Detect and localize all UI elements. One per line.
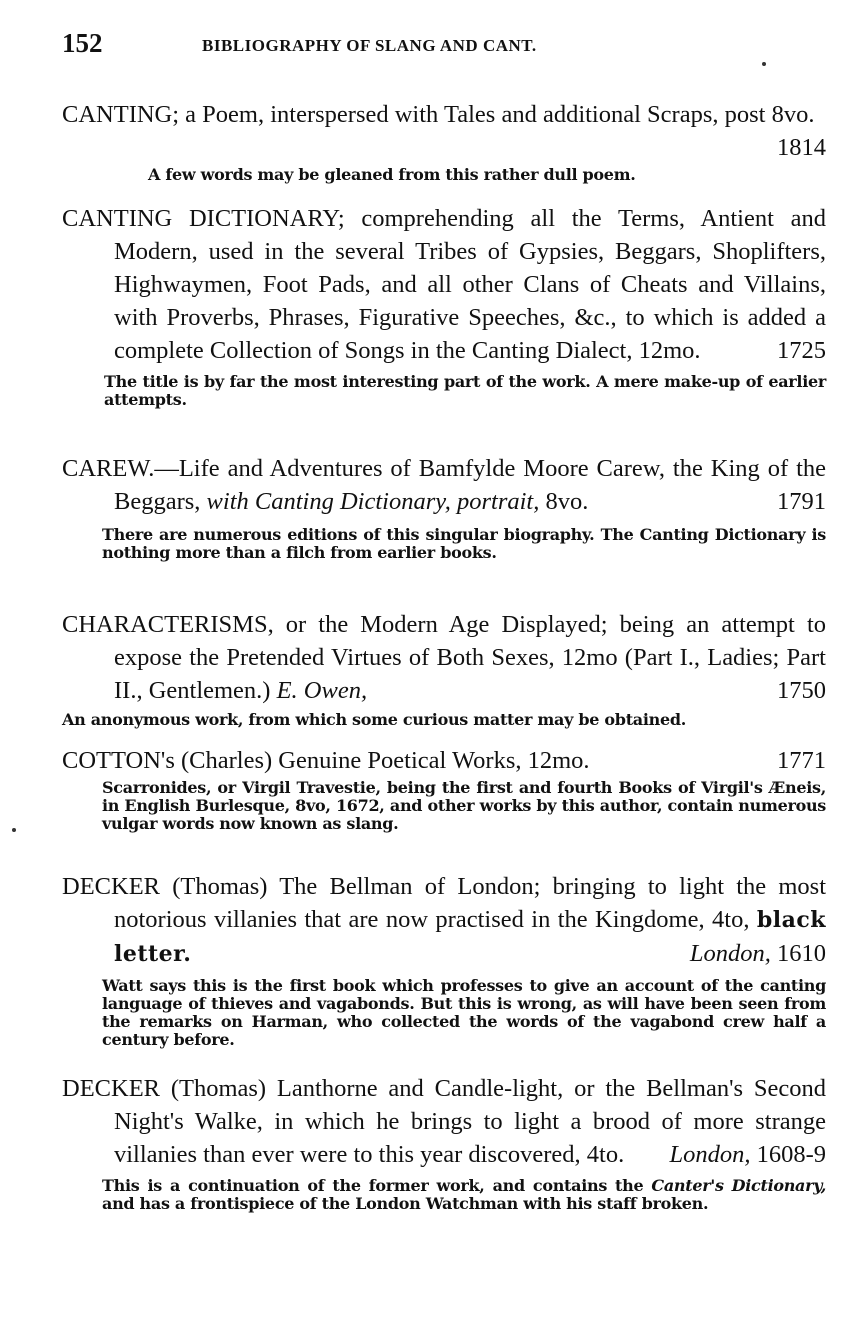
entry-note: A few words may be gleaned from this rather dull poem. (148, 165, 636, 184)
entry-date: 1814 (777, 134, 826, 161)
bibliography-entry (62, 98, 826, 184)
ink-speck (762, 62, 766, 66)
bibliography-entry (62, 1072, 826, 1213)
entry-text: (Thomas) Lanthorne and Candle-light, or the Bellman's Second Night's Walke, in which he brings to light a brood of more strange villanies than ever were to this year discovered, 4to. (114, 1075, 826, 1168)
note-italic-text: Canter's Dictionary, (651, 1176, 826, 1195)
entry-body (62, 744, 826, 777)
entry-note: There are numerous editions of this singular biography. The Canting Dictionary is nothing more than a filch from earlier books. (102, 525, 826, 562)
entry-note: The title is by far the most interesting part of the work. A mere make-up of earlier attempts. (104, 372, 826, 409)
entry-text: (Charles) Genuine Poetical Works, 12mo. (174, 747, 590, 774)
page-number: 152 (62, 28, 103, 58)
entry-body (62, 1072, 826, 1171)
ink-speck (12, 828, 16, 832)
note-text: This is a continuation of the former work, and contains the (102, 1176, 652, 1195)
entry-note: Watt says this is the first book which professes to give an account of the canting language of thieves and vagabonds. But this is wrong, as will have been seen from the remarks on Harman, who collected the words of the vagabond crew half a century before. (102, 976, 826, 1049)
entry-heading: CANTING (62, 101, 173, 128)
entry-text: —Life and Adventures of Bamfylde Moore Carew, the King of the Beggars, (114, 455, 826, 515)
entry-text: (Thomas) The Bellman of London; bringing to light the most notorious villanies that are now practised in the Kingdome, 4to, (114, 873, 826, 933)
bibliography-entry (62, 744, 826, 833)
entry-place: London, (689, 940, 771, 967)
bibliography-entry (62, 452, 826, 562)
entry-date: 1791 (777, 488, 826, 515)
entry-text: ; comprehending all the Terms, Antient and Modern, used in the several Tribes of Gypsies, Beggars, Shoplifters, Highwaymen, Foot Pads, and all other Clans of Cheats and Villains, with Proverbs, Phrases, Figurative Speeches, &c., to which is added a complete Collection of Songs in the Canting Dialect, 12mo. (114, 205, 826, 364)
entry-text: 8vo. (539, 488, 589, 515)
entry-publisher: E. Owen, (276, 677, 368, 704)
entry-place: London, (669, 1141, 751, 1168)
entry-italic-text: with Canting Dictionary, portrait, (206, 488, 540, 515)
entry-date: 1608-9 (756, 1141, 826, 1168)
note-text: and has a frontispiece of the London Watchman with his staff broken. (102, 1194, 709, 1213)
entry-heading: CAREW. (62, 455, 155, 482)
entry-text: or the Modern Age Displayed; being an attempt to expose the Pretended Virtues of Both Sexes, 12mo (Part I., Ladies; Part II., Gentlemen.) (114, 611, 826, 704)
entry-date: 1610 (777, 940, 826, 967)
entry-body (62, 98, 826, 164)
running-title: BIBLIOGRAPHY OF SLANG AND CANT. (202, 36, 537, 55)
bibliography-entry (62, 608, 826, 729)
entry-heading: CANTING DICTIONARY (62, 205, 338, 232)
entry-blackletter: black letter. (114, 907, 826, 967)
entry-body (62, 608, 826, 707)
entry-heading: CHARACTERISMS, (62, 611, 274, 638)
entry-body (62, 202, 826, 367)
entry-note: Scarronides, or Virgil Travestie, being the first and fourth Books of Virgil's Æneis, in English Burlesque, 8vo, 1672, and other works by this author, contain numerous vulgar words now known as slang. (102, 778, 826, 833)
entry-date: 1750 (777, 677, 826, 704)
page-header (62, 28, 822, 64)
entry-note: An anonymous work, from which some curious matter may be obtained. (62, 710, 686, 729)
entry-heading: DECKER (62, 1075, 160, 1102)
bibliography-entry (62, 870, 826, 1049)
entry-date: 1771 (777, 747, 826, 774)
bibliography-entry (62, 202, 826, 409)
entry-body (62, 452, 826, 518)
entry-date: 1725 (777, 337, 826, 364)
entry-body (62, 870, 826, 971)
entry-heading: COTTON's (62, 747, 175, 774)
entry-heading: DECKER (62, 873, 160, 900)
entry-text: ; a Poem, interspersed with Tales and additional Scraps, post 8vo. (172, 101, 815, 128)
entry-note (62, 1177, 826, 1213)
